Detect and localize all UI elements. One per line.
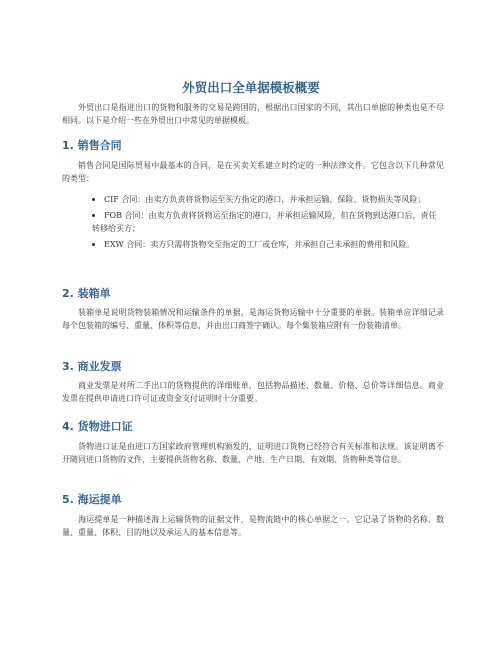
bullet-icon [92,198,95,201]
list-item-fob [62,209,444,235]
section-heading-packing-list: 2. 装箱单 [62,287,111,300]
document-title: 外贸出口全单据模板概要 [182,80,320,95]
section-heading-bill-of-lading: 5. 海运提单 [62,493,122,506]
list-item-text: FOB 合同：由卖方负责将货物运至指定的港口，并承担运输风险，但在货物到达港口后，责任转移给买方； [92,211,437,233]
section-body-commercial-invoice: 商业发票是对所二手出口的货物提供的详细账单，包括物品描述、数量、价格、总价等详细信息。商业发票在提供申请进口许可证或资金支付证明时十分重要。 [62,381,444,403]
section-heading-commercial-invoice: 3. 商业发票 [62,360,122,373]
bullet-icon [92,243,95,246]
list-item-exw [62,238,444,251]
section-body-bill-of-lading: 海运提单是一种描述海上运输货物的证据文件，是物流链中的核心单据之一。它记录了货物的名称、数量、重量、体积、目的地以及承运人的基本信息等。 [62,515,444,537]
section-body-packing-list: 装箱单是说明货物装箱情况和运输条件的单据，是海运货物运输中十分重要的单据。装箱单应详细记录每个包装箱的编号、重量、体积等信息，并由出口商签字确认。每个集装箱应附有一份装箱清单。 [62,308,444,330]
section-body-import-certificate: 货物进口证是由进口方国家政府管理机构颁发的，证明进口货物已经符合有关标准和法规。该证明离不开随同进口货物的文件，主要提供货物名称、数量、产地、生产日期、有效期、货物种类等信息。 [62,442,444,464]
section-heading-sales-contract: 1. 销售合同 [62,139,122,152]
intro-paragraph: 外贸出口是指进出口的货物和服务的交易是跨国的，根据出口国家的不同，其出口单据的种类也是不尽相同。以下是介绍一些在外贸出口中常见的单据模板。 [62,103,444,125]
bullet-icon [92,214,95,217]
section-heading-import-certificate: 4. 货物进口证 [62,420,133,433]
list-item-cif [62,193,444,206]
contract-types-list [62,193,444,254]
list-item-text: CIF 合同：由卖方负责将货物运至买方指定的港口，并承担运输、保险、货物损失等风险； [104,195,426,204]
list-item-text: EXW 合同：卖方只需将货物交至指定的工厂或仓库，并承担自己未承担的费用和风险。 [104,240,415,249]
section-body-sales-contract: 销售合同是国际贸易中最基本的合同，是在买卖关系建立时约定的一种法律文件。它包含以下几种常见的类型： [62,161,444,183]
